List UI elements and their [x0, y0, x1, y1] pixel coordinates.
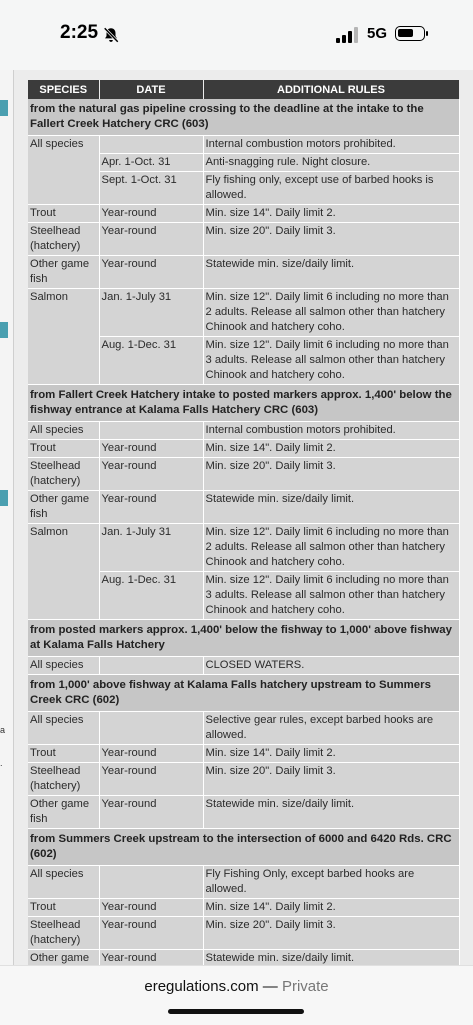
section-title: from Summers Creek upstream to the intersection of 6000 and 6420 Rds. CRC (602) [28, 829, 459, 866]
rule-cell: Min. size 12". Daily limit 6 including no more than 2 adults. Release all salmon other than hatchery Chinook and hatchery coho. [203, 289, 459, 337]
address-bar[interactable] [0, 978, 473, 995]
date-cell [99, 422, 203, 440]
home-indicator[interactable] [168, 1009, 304, 1014]
private-mode-label: Private [281, 978, 329, 995]
section-title: from Fallert Creek Hatchery intake to posted markers approx. 1,400' below the fishway entrance at Kalama Falls Hatchery CRC (603) [28, 385, 459, 422]
species-cell: Steelhead (hatchery) [28, 917, 99, 950]
rule-cell: Min. size 12". Daily limit 6 including no more than 3 adults. Release all salmon other than hatchery Chinook and hatchery coho. [203, 572, 459, 620]
adjacent-text-fragment: a [0, 725, 6, 735]
cellular-signal-icon [336, 27, 360, 43]
species-cell: All species [28, 712, 99, 745]
rule-cell: Min. size 14". Daily limit 2. [203, 440, 459, 458]
date-cell [99, 712, 203, 745]
date-cell: Year-round [99, 950, 203, 966]
species-cell: Trout [28, 899, 99, 917]
species-cell: Steelhead (hatchery) [28, 458, 99, 491]
table-row [28, 763, 459, 796]
species-cell: Trout [28, 745, 99, 763]
date-cell: Year-round [99, 899, 203, 917]
species-cell: Salmon [28, 524, 99, 620]
species-cell: Other game fish [28, 796, 99, 829]
rule-cell: Statewide min. size/daily limit. [203, 950, 459, 966]
table-row [28, 205, 459, 223]
species-cell: Other game [28, 950, 99, 966]
species-cell: All species [28, 136, 99, 205]
species-cell: All species [28, 657, 99, 675]
rule-cell: Min. size 14". Daily limit 2. [203, 205, 459, 223]
page-tab-marker [0, 490, 8, 506]
date-cell: Apr. 1-Oct. 31 [99, 154, 203, 172]
species-cell: Other game fish [28, 491, 99, 524]
table-row [28, 422, 459, 440]
date-cell: Year-round [99, 458, 203, 491]
rule-cell: Min. size 14". Daily limit 2. [203, 899, 459, 917]
rule-cell: Min. size 12". Daily limit 6 including no more than 3 adults. Release all salmon other than hatchery Chinook and hatchery coho. [203, 337, 459, 385]
table-row [28, 657, 459, 675]
rule-cell: Statewide min. size/daily limit. [203, 491, 459, 524]
table-row [28, 524, 459, 572]
section-title: from posted markers approx. 1,400' below the fishway to 1,000' above fishway at Kalama Falls Hatchery [28, 620, 459, 657]
date-cell: Jan. 1-July 31 [99, 524, 203, 572]
adjacent-text-fragment: . [0, 758, 3, 768]
table-row [28, 440, 459, 458]
section-header-row [28, 99, 459, 136]
table-header-row [28, 80, 459, 99]
network-type: 5G [367, 25, 388, 42]
header-additional-rules: ADDITIONAL RULES [203, 80, 459, 99]
table-row [28, 136, 459, 154]
date-cell: Aug. 1-Dec. 31 [99, 337, 203, 385]
rule-cell: Min. size 20". Daily limit 3. [203, 223, 459, 256]
page-tab-marker [0, 322, 8, 338]
species-cell: Trout [28, 440, 99, 458]
section-title: from the natural gas pipeline crossing to the deadline at the intake to the Fallert Creek Hatchery CRC (603) [28, 99, 459, 136]
species-cell: Steelhead (hatchery) [28, 763, 99, 796]
rule-cell: CLOSED WATERS. [203, 657, 459, 675]
rule-cell: Fly fishing only, except use of barbed hooks is allowed. [203, 172, 459, 205]
date-cell: Year-round [99, 763, 203, 796]
table-row [28, 899, 459, 917]
date-cell: Year-round [99, 745, 203, 763]
date-cell [99, 657, 203, 675]
regulations-table [28, 80, 460, 965]
date-cell [99, 136, 203, 154]
table-row [28, 917, 459, 950]
rule-cell: Statewide min. size/daily limit. [203, 796, 459, 829]
table-row [28, 458, 459, 491]
page-tab-marker [0, 100, 8, 116]
status-time: 2:25 [60, 22, 99, 43]
date-cell [99, 866, 203, 899]
rule-cell: Min. size 20". Daily limit 3. [203, 458, 459, 491]
header-date: DATE [99, 80, 203, 99]
section-header-row [28, 675, 459, 712]
table-row [28, 950, 459, 966]
species-cell: Salmon [28, 289, 99, 385]
table-row [28, 745, 459, 763]
date-cell: Year-round [99, 256, 203, 289]
rule-cell: Min. size 14". Daily limit 2. [203, 745, 459, 763]
section-header-row [28, 829, 459, 866]
status-bar [0, 0, 473, 70]
section-title: from 1,000' above fishway at Kalama Falls hatchery upstream to Summers Creek CRC (602) [28, 675, 459, 712]
url-separator: — [258, 978, 282, 995]
table-row [28, 796, 459, 829]
species-cell: All species [28, 422, 99, 440]
rule-cell: Min. size 20". Daily limit 3. [203, 763, 459, 796]
species-cell: Other game fish [28, 256, 99, 289]
table-row [28, 712, 459, 745]
table-row [28, 866, 459, 899]
table-row [28, 491, 459, 524]
date-cell: Aug. 1-Dec. 31 [99, 572, 203, 620]
regulation-document[interactable] [0, 70, 473, 965]
rule-cell: Internal combustion motors prohibited. [203, 136, 459, 154]
date-cell: Jan. 1-July 31 [99, 289, 203, 337]
battery-icon [395, 26, 425, 41]
species-cell: Steelhead (hatchery) [28, 223, 99, 256]
rule-cell: Anti-snagging rule. Night closure. [203, 154, 459, 172]
rule-cell: Fly Fishing Only, except barbed hooks are allowed. [203, 866, 459, 899]
rule-cell: Min. size 20". Daily limit 3. [203, 917, 459, 950]
adjacent-page-edge [0, 70, 14, 965]
url-text: eregulations.com [144, 978, 259, 995]
date-cell: Year-round [99, 205, 203, 223]
rule-cell: Min. size 12". Daily limit 6 including no more than 2 adults. Release all salmon other than hatchery Chinook and hatchery coho. [203, 524, 459, 572]
date-cell: Year-round [99, 796, 203, 829]
header-species: SPECIES [28, 80, 99, 99]
rule-cell: Statewide min. size/daily limit. [203, 256, 459, 289]
date-cell: Year-round [99, 223, 203, 256]
date-cell: Year-round [99, 440, 203, 458]
regulations-table-body [28, 99, 459, 965]
section-header-row [28, 385, 459, 422]
rule-cell: Selective gear rules, except barbed hooks are allowed. [203, 712, 459, 745]
section-header-row [28, 620, 459, 657]
rule-cell: Internal combustion motors prohibited. [203, 422, 459, 440]
table-row [28, 289, 459, 337]
species-cell: All species [28, 866, 99, 899]
table-row [28, 256, 459, 289]
date-cell: Year-round [99, 491, 203, 524]
bell-slash-icon [102, 26, 120, 44]
table-row [28, 223, 459, 256]
date-cell: Sept. 1-Oct. 31 [99, 172, 203, 205]
species-cell: Trout [28, 205, 99, 223]
date-cell: Year-round [99, 917, 203, 950]
browser-bottom-bar [0, 965, 473, 1025]
